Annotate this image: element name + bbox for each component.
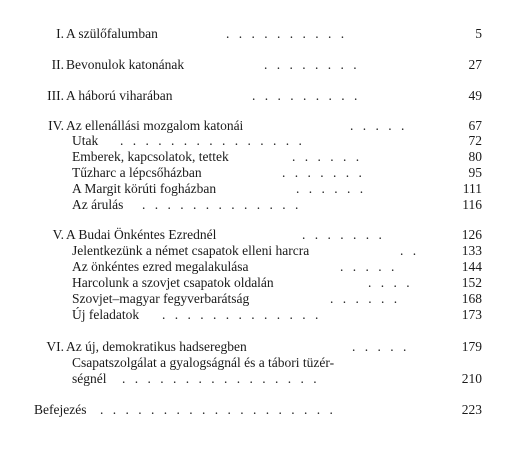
entry-title: Befejezés	[34, 402, 87, 417]
toc-entry	[0, 149, 509, 164]
dot-leader: . . . . .	[352, 339, 410, 354]
page-number: 116	[462, 197, 482, 212]
toc-entry	[0, 165, 509, 180]
toc-entry	[0, 243, 509, 258]
toc-entry	[0, 197, 509, 212]
entry-title: Az ellenállási mozgalom katonái	[66, 118, 244, 133]
page-number: 179	[461, 339, 482, 354]
page-number: 144	[461, 259, 482, 274]
entry-title: Emberek, kapcsolatok, tettek	[72, 149, 229, 164]
page-number: 67	[468, 118, 482, 133]
page-number: 173	[461, 307, 482, 322]
toc-entry	[0, 275, 509, 290]
page-number: 126	[461, 227, 482, 242]
toc-entry	[0, 355, 509, 370]
toc-entry	[0, 307, 509, 322]
entry-title: Az új, demokratikus hadseregben	[66, 339, 247, 354]
entry-title: Jelentkezünk a német csapatok elleni harcra	[72, 243, 310, 258]
page-number: 210	[461, 371, 482, 386]
toc-entry	[0, 339, 509, 354]
page-number: 133	[461, 243, 482, 258]
toc-entry	[0, 133, 509, 148]
dot-leader: . . . . . . .	[302, 227, 385, 242]
entry-title: Az önkéntes ezred megalakulása	[72, 259, 249, 274]
dot-leader: . . . .	[368, 275, 413, 290]
entry-title: A Budai Önkéntes Ezrednél	[66, 227, 217, 242]
toc-entry	[0, 118, 509, 133]
dot-leader: . . . . . . . .	[264, 57, 360, 72]
entry-title: Csapatszolgálat a gyalogságnál és a tábori tüzér-	[72, 355, 335, 370]
dot-leader: . . . . . .	[292, 149, 363, 164]
entry-title: A szülőfalumban	[66, 26, 158, 41]
chapter-numeral: III.	[47, 88, 64, 103]
page-number: 27	[468, 57, 482, 72]
page-number: 152	[461, 275, 482, 290]
dot-leader: . . . . . . . . .	[252, 88, 361, 103]
page-number: 49	[468, 88, 482, 103]
toc-entry	[0, 181, 509, 196]
dot-leader: . . . . . . . . . . . . . . .	[120, 133, 305, 148]
toc-entry	[0, 26, 509, 41]
dot-leader: . . . . . . . . . .	[226, 26, 348, 41]
entry-title: Bevonulok katonának	[66, 57, 185, 72]
chapter-numeral: IV.	[48, 118, 64, 133]
dot-leader: . . . . . .	[296, 181, 367, 196]
entry-title: Tűzharc a lépcsőházban	[72, 165, 202, 180]
entry-title: Az árulás	[72, 197, 124, 212]
page-number: 95	[468, 165, 482, 180]
entry-title: Szovjet–magyar fegyverbarátság	[72, 291, 250, 306]
page-number: 168	[461, 291, 482, 306]
chapter-numeral: VI.	[46, 339, 64, 354]
entry-title: Utak	[72, 133, 99, 148]
entry-title: A háború viharában	[66, 88, 173, 103]
page-number: 111	[462, 181, 482, 196]
toc-entry	[0, 88, 509, 103]
toc-entry	[0, 371, 509, 386]
page-number: 223	[461, 402, 482, 417]
dot-leader: . . . . .	[350, 118, 408, 133]
page-number: 80	[468, 149, 482, 164]
toc-entry	[0, 402, 509, 417]
dot-leader: . . . . .	[340, 259, 398, 274]
dot-leader: . . . . . .	[330, 291, 401, 306]
chapter-numeral: V.	[52, 227, 64, 242]
toc-entry	[0, 259, 509, 274]
chapter-numeral: I.	[56, 26, 64, 41]
entry-title: Harcolunk a szovjet csapatok oldalán	[72, 275, 274, 290]
page-number: 5	[475, 26, 482, 41]
dot-leader: . . . . . . . . . . . . .	[162, 307, 322, 322]
entry-title: Új feladatok	[72, 307, 140, 322]
toc-entry	[0, 57, 509, 72]
dot-leader: . .	[400, 243, 420, 258]
toc-entry	[0, 291, 509, 306]
dot-leader: . . . . . . . . . . . . . . . . . . .	[100, 402, 336, 417]
entry-title: ségnél	[72, 371, 107, 386]
toc-entry	[0, 227, 509, 242]
page-number: 72	[468, 133, 482, 148]
entry-title: A Margit körúti fogházban	[72, 181, 217, 196]
chapter-numeral: II.	[51, 57, 64, 72]
dot-leader: . . . . . . . . . . . . .	[142, 197, 302, 212]
dot-leader: . . . . . . .	[282, 165, 365, 180]
dot-leader: . . . . . . . . . . . . . . . .	[122, 371, 320, 386]
